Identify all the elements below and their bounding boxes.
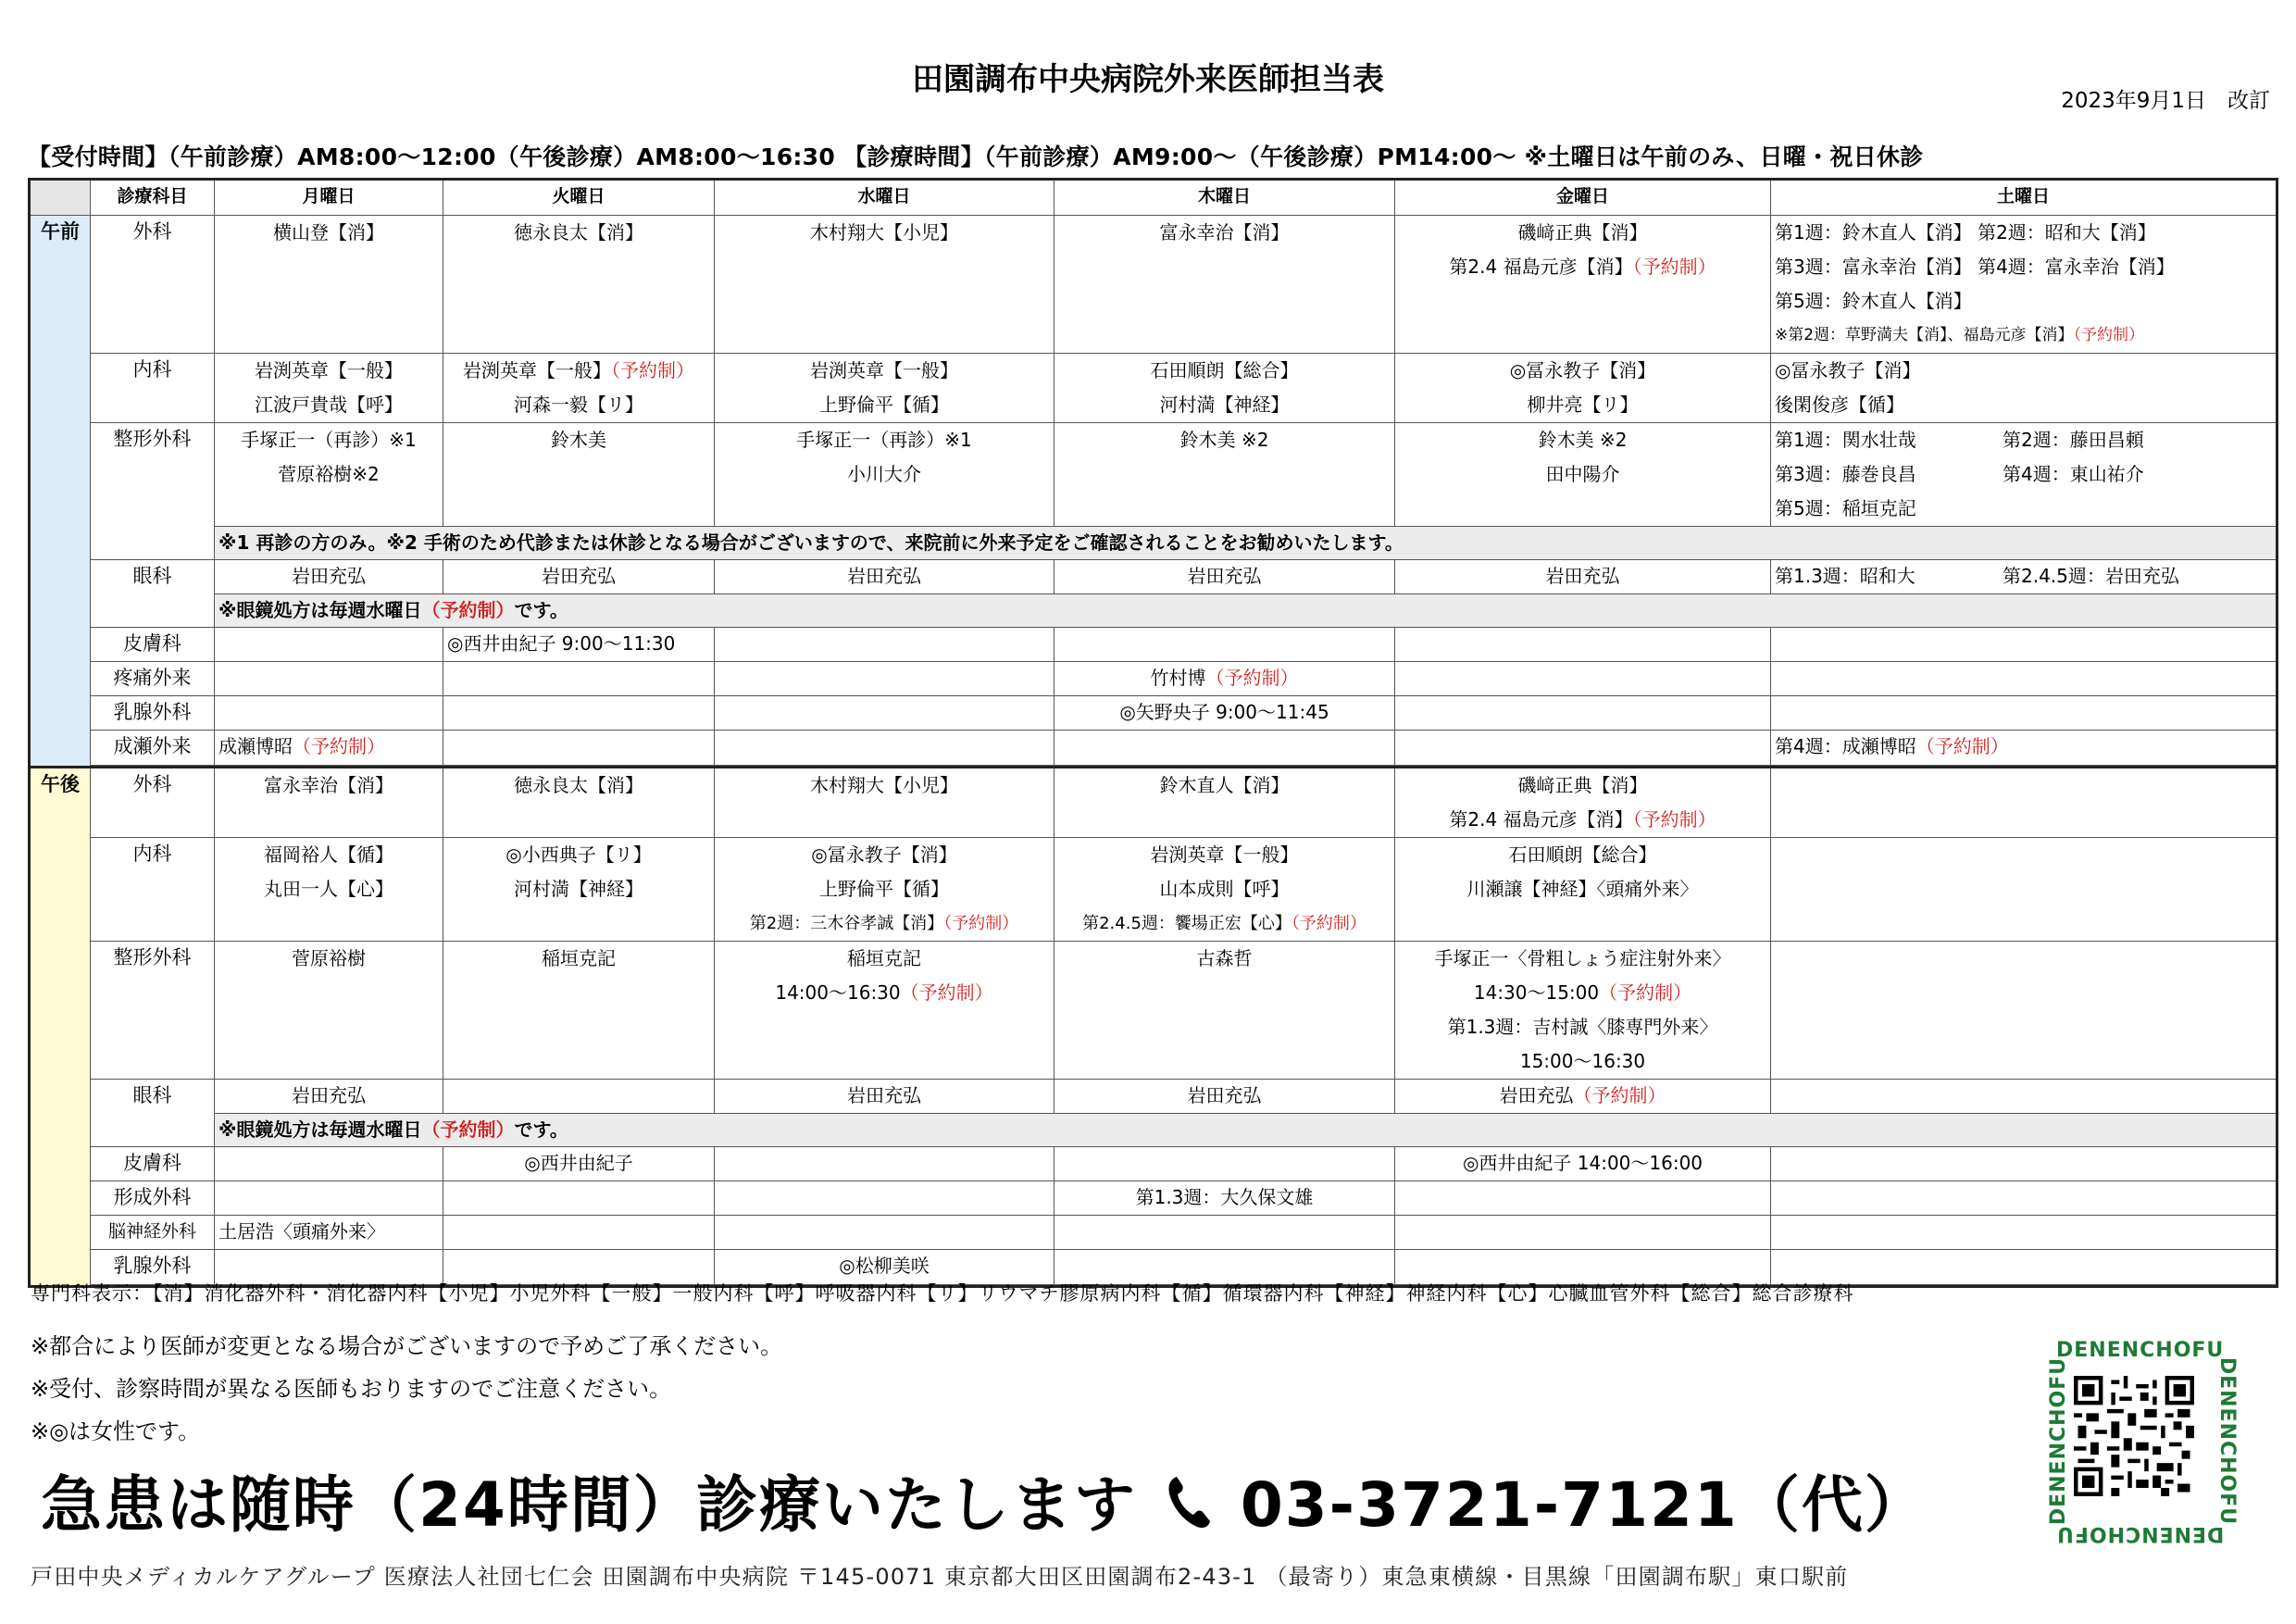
cell-tue bbox=[443, 662, 715, 696]
doctor-line bbox=[447, 354, 710, 388]
reservation-tag: （予約制） bbox=[1573, 1084, 1666, 1106]
doctor-line bbox=[718, 906, 1050, 941]
doctor: 第1週：関水壮哉 bbox=[1775, 429, 1916, 451]
dept-name: 整形外科 bbox=[91, 423, 215, 560]
cell-thu bbox=[1054, 768, 1395, 838]
reception-hours: 【受付時間】（午前診療）AM8:00～12:00（午後診療）AM8:00～16:30 【診療時間】（午前診療）AM9:00～（午後診療）PM14:00～ ※土曜日は午前のみ、日曜・祝日休診 bbox=[28, 144, 1924, 170]
dept-name: 外科 bbox=[91, 216, 215, 354]
cell-fri bbox=[1395, 628, 1771, 662]
doctor: 富永幸治【消】 bbox=[264, 774, 393, 796]
doctor: 石田順朗【総合】 bbox=[1508, 843, 1657, 866]
cell-wed bbox=[715, 838, 1054, 942]
header-thu: 木曜日 bbox=[1054, 180, 1395, 216]
doctor: 岩渕英章【一般】 bbox=[255, 359, 403, 381]
cell-tue bbox=[443, 423, 715, 527]
cell-fri bbox=[1395, 1080, 1771, 1114]
doctor-line bbox=[1775, 457, 2272, 492]
am-internal-row bbox=[30, 354, 2277, 423]
eye-note bbox=[215, 594, 2277, 628]
doctor: ◎小西典子【リ】 bbox=[505, 843, 652, 866]
specialty-legend: 専門科表示：【消】消化器外科・消化器内科【小児】小児外科【一般】一般内科【呼】呼吸器内科【リ】リウマチ膠原病内科【循】循環器内科【神経】神経内科【心】心臓血管外科【総合】総合診療科 bbox=[31, 1282, 1854, 1305]
time: 14:00～16:30 bbox=[775, 981, 901, 1004]
doctor: 上野倫平【循】 bbox=[819, 394, 949, 416]
pm-eye-row bbox=[30, 1080, 2277, 1114]
eye-note-text: です。 bbox=[514, 1118, 568, 1141]
dept-name: 内科 bbox=[91, 838, 215, 942]
cell-wed bbox=[715, 731, 1054, 766]
remark-item: ※◎は女性です。 bbox=[31, 1418, 201, 1444]
remark-item: ※受付、診察時間が異なる医師もおりますのでご注意ください。 bbox=[31, 1376, 672, 1402]
header-dept: 診療科目 bbox=[91, 180, 215, 216]
qr-code[interactable] bbox=[2074, 1376, 2194, 1496]
revision-date: 2023年9月1日 改訂 bbox=[2061, 89, 2270, 113]
doctor-line bbox=[718, 976, 1050, 1010]
doctor: 富永幸治【消】 bbox=[1159, 221, 1290, 244]
doctor: 第2.4.5週：岩田充弘 bbox=[2003, 565, 2179, 587]
cell-fri bbox=[1395, 216, 1771, 354]
doctor: 磯﨑正典【消】 bbox=[1517, 221, 1648, 244]
doctor: 古森哲 bbox=[1196, 947, 1253, 969]
cell-wed bbox=[715, 628, 1054, 662]
cell-sat bbox=[1771, 354, 2277, 423]
cell-thu bbox=[1054, 838, 1395, 942]
eye-note bbox=[215, 1114, 2277, 1147]
cell-tue: ◎西井由紀子 9:00～11:30 bbox=[443, 628, 715, 662]
cell-mon bbox=[215, 731, 443, 766]
cell-mon bbox=[215, 942, 443, 1080]
cell-sat bbox=[1771, 1216, 2277, 1250]
cell-thu: ◎矢野央子 9:00～11:45 bbox=[1054, 696, 1395, 731]
doctor-line bbox=[1775, 319, 2272, 353]
reservation-tag: （予約制） bbox=[943, 914, 1019, 933]
cell-thu bbox=[1054, 731, 1395, 766]
doctor: 丸田一人【心】 bbox=[264, 878, 393, 900]
qr-brand-right: DENENCHOFU bbox=[2215, 1356, 2240, 1526]
doctor: 木村翔大【小児】 bbox=[810, 774, 958, 796]
header-blank bbox=[30, 180, 91, 216]
doctor: 竹村博 bbox=[1150, 667, 1206, 689]
cell-mon bbox=[215, 423, 443, 527]
doctor: 柳井亮【リ】 bbox=[1527, 394, 1639, 416]
cell-mon bbox=[215, 1181, 443, 1216]
reservation-tag: （予約制） bbox=[611, 359, 694, 381]
cell-tue bbox=[443, 731, 715, 766]
eye-note-text: ※眼鏡処方は毎週水曜日 bbox=[218, 1118, 422, 1141]
cell-sat bbox=[1771, 1080, 2277, 1114]
doctor: 第2.4 福島元彦【消】 bbox=[1449, 808, 1633, 831]
cell-fri bbox=[1395, 731, 1771, 766]
doctor: ◎冨永教子【消】 bbox=[811, 843, 957, 866]
reservation-tag: （予約制） bbox=[421, 599, 515, 621]
pm-eye-note-row bbox=[30, 1114, 2277, 1147]
phone-number[interactable]: 03-3721-7121 bbox=[1240, 1469, 1739, 1541]
am-naruse-row bbox=[30, 731, 2277, 766]
cell-tue bbox=[443, 1216, 715, 1250]
doctor: 田中陽介 bbox=[1545, 463, 1620, 485]
cell-mon bbox=[215, 838, 443, 942]
cell-tue bbox=[443, 216, 715, 354]
doctor: 石田順朗【総合】 bbox=[1150, 359, 1299, 381]
cell-fri bbox=[1395, 696, 1771, 731]
dept-name: 乳腺外科 bbox=[91, 1250, 215, 1285]
cell-thu bbox=[1054, 354, 1395, 423]
qr-brand-top: DENENCHOFU bbox=[2056, 1339, 2225, 1362]
dept-name: 眼科 bbox=[91, 560, 215, 628]
cell-fri bbox=[1395, 354, 1771, 423]
doctor: 第2.4.5週：饗場正宏【心】 bbox=[1082, 914, 1292, 933]
doctor: 鈴木直人【消】 bbox=[1159, 774, 1290, 796]
cell-mon bbox=[215, 662, 443, 696]
cell-tue: ◎西井由紀子 bbox=[443, 1147, 715, 1181]
dept-name: 皮膚科 bbox=[91, 628, 215, 662]
doctor: 第4週：東山祐介 bbox=[2003, 463, 2144, 485]
cell-wed: 岩田充弘 bbox=[715, 1080, 1054, 1114]
cell-tue bbox=[443, 1181, 715, 1216]
dept-name: 外科 bbox=[91, 768, 215, 838]
cell-fri bbox=[1395, 838, 1771, 942]
pm-label: 午後 bbox=[30, 768, 91, 1287]
dept-name: 脳神経外科 bbox=[91, 1216, 215, 1250]
reservation-tag: （予約制） bbox=[293, 735, 385, 757]
cell-mon bbox=[215, 628, 443, 662]
doctor: 岩渕英章【一般】 bbox=[810, 359, 958, 381]
cell-sat bbox=[1771, 1147, 2277, 1181]
doctor: 鈴木美 ※2 bbox=[1538, 429, 1628, 451]
qr-brand-bottom: DENENCHOFU bbox=[2056, 1522, 2225, 1545]
doctor: 鈴木美 ※2 bbox=[1179, 429, 1269, 451]
reservation-tag: （予約制） bbox=[1632, 256, 1716, 278]
doctor: 徳永良太【消】 bbox=[514, 774, 643, 796]
doctor: 鈴木美 bbox=[551, 429, 606, 451]
doctor: 菅原裕樹※2 bbox=[278, 463, 380, 485]
am-breast-row bbox=[30, 696, 2277, 731]
doctor: 第1.3週：昭和大 bbox=[1775, 565, 1915, 587]
doctor: ◎冨永教子【消】 bbox=[1775, 359, 1921, 381]
am-label: 午前 bbox=[30, 216, 91, 768]
remark-item: ※都合により医師が変更となる場合がございますので予めご了承ください。 bbox=[31, 1333, 783, 1359]
cell-sat bbox=[1771, 560, 2277, 594]
page-title: 田園調布中央病院外来医師担当表 bbox=[912, 61, 1384, 98]
doctor: 河村満【神経】 bbox=[1159, 394, 1290, 416]
doctor: ◎冨永教子【消】 bbox=[1509, 359, 1656, 381]
pm-internal-row bbox=[30, 838, 2277, 942]
doctor: 第3週：富永幸治【消】 第4週：富永幸治【消】 bbox=[1775, 256, 2175, 278]
cell-tue bbox=[443, 838, 715, 942]
pm-plastic-row bbox=[30, 1181, 2277, 1216]
doctor: 第1週：鈴木直人【消】 第2週：昭和大【消】 bbox=[1775, 221, 2156, 244]
cell-thu: 岩田充弘 bbox=[1054, 1080, 1395, 1114]
cell-tue bbox=[443, 768, 715, 838]
cell-fri bbox=[1395, 942, 1771, 1080]
cell-wed bbox=[715, 942, 1054, 1080]
schedule-table bbox=[28, 178, 2278, 1288]
am-ortho-note-row bbox=[30, 527, 2277, 560]
cell-mon: 岩田充弘 bbox=[215, 1080, 443, 1114]
doctor: 手塚正一（再診）※1 bbox=[796, 429, 972, 451]
doctor: 手塚正一（再診）※1 bbox=[241, 429, 417, 451]
cell-wed bbox=[715, 1147, 1054, 1181]
qr-block bbox=[2032, 1339, 2240, 1545]
cell-sat bbox=[1771, 768, 2277, 838]
cell-wed bbox=[715, 662, 1054, 696]
am-pain-row bbox=[30, 662, 2277, 696]
pm-neuro-row bbox=[30, 1216, 2277, 1250]
reservation-tag: （予約制） bbox=[1205, 667, 1299, 689]
cell-thu bbox=[1054, 216, 1395, 354]
cell-thu bbox=[1054, 1216, 1395, 1250]
doctor: 岩田充弘 bbox=[1499, 1084, 1574, 1106]
doctor: 第2週：三木谷孝誠【消】 bbox=[749, 914, 944, 933]
pm-ortho-row bbox=[30, 942, 2277, 1080]
reservation-tag: （予約制） bbox=[1632, 808, 1716, 831]
emergency-text: 急患は随時（24時間）診療いたします bbox=[41, 1469, 1137, 1541]
eye-note-text: ※眼鏡処方は毎週水曜日 bbox=[218, 599, 422, 621]
header-tue: 火曜日 bbox=[443, 180, 715, 216]
doctor: 福岡裕人【循】 bbox=[264, 843, 393, 866]
cell-sat bbox=[1771, 628, 2277, 662]
cell-fri bbox=[1395, 1181, 1771, 1216]
dept-name: 疼痛外来 bbox=[91, 662, 215, 696]
doctor-line bbox=[1399, 976, 1766, 1010]
reservation-tag: （予約制） bbox=[1291, 914, 1366, 933]
doctor: 小川大介 bbox=[847, 463, 921, 485]
doctor-line bbox=[1399, 803, 1766, 837]
cell-wed: 岩田充弘 bbox=[715, 560, 1054, 594]
cell-mon bbox=[215, 696, 443, 731]
dept-name: 成瀬外来 bbox=[91, 731, 215, 766]
cell-thu bbox=[1054, 942, 1395, 1080]
pm-surgery-row bbox=[30, 768, 2277, 838]
header-sat: 土曜日 bbox=[1771, 180, 2277, 216]
doctor: 第5週：鈴木直人【消】 bbox=[1775, 290, 1972, 312]
am-eye-row bbox=[30, 560, 2277, 594]
cell-sat bbox=[1771, 731, 2277, 766]
doctor: 横山登【消】 bbox=[273, 221, 384, 244]
dept-name: 眼科 bbox=[91, 1080, 215, 1147]
cell-mon bbox=[215, 216, 443, 354]
dept-name: 乳腺外科 bbox=[91, 696, 215, 731]
ortho-note: ※1 再診の方のみ。※2 手術のため代診または休診となる場合がございますので、来院前に外来予定をご確認されることをお勧めいたします。 bbox=[215, 527, 2277, 560]
doctor: 稲垣克記 bbox=[847, 947, 921, 969]
cell-wed bbox=[715, 1216, 1054, 1250]
dept-name: 内科 bbox=[91, 354, 215, 423]
doctor: 川瀬譲【神経】〈頭痛外来〉 bbox=[1466, 878, 1699, 900]
doctor-line bbox=[1058, 906, 1391, 941]
cell-thu bbox=[1054, 662, 1395, 696]
doctor: 成瀬博昭 bbox=[218, 735, 293, 757]
header-fri: 金曜日 bbox=[1395, 180, 1771, 216]
cell-wed bbox=[715, 423, 1054, 527]
cell-sat bbox=[1771, 696, 2277, 731]
am-eye-note-row bbox=[30, 594, 2277, 628]
cell-sat bbox=[1771, 216, 2277, 354]
cell-mon bbox=[215, 354, 443, 423]
emergency-banner bbox=[41, 1455, 1928, 1545]
reservation-tag: （予約制） bbox=[1599, 981, 1692, 1004]
cell-wed bbox=[715, 1181, 1054, 1216]
doctor: 江波戸貴哉【呼】 bbox=[255, 394, 403, 416]
cell-wed bbox=[715, 768, 1054, 838]
doctor: 上野倫平【循】 bbox=[819, 878, 949, 900]
doctor: 徳永良太【消】 bbox=[514, 221, 643, 244]
doctor: 第3週：藤巻良昌 bbox=[1775, 463, 1916, 485]
header-mon: 月曜日 bbox=[215, 180, 443, 216]
phone-icon bbox=[1166, 1473, 1212, 1545]
doctor: 岩渕英章【一般】 bbox=[1150, 843, 1299, 866]
reservation-tag: （予約制） bbox=[1915, 735, 2009, 757]
reservation-tag: （予約制） bbox=[2073, 326, 2145, 344]
remarks bbox=[31, 1325, 782, 1453]
dept-name: 整形外科 bbox=[91, 942, 215, 1080]
header-row bbox=[30, 180, 2277, 216]
cell-mon bbox=[215, 1147, 443, 1181]
qr-brand-left: DENENCHOFU bbox=[2047, 1356, 2071, 1526]
cell-tue bbox=[443, 354, 715, 423]
doctor-line bbox=[1775, 423, 2272, 457]
reservation-tag: （予約制） bbox=[421, 1118, 515, 1141]
footer-address: 戸田中央メディカルケアグループ 医療法人社団七仁会 田園調布中央病院 〒145-0071 東京都大田区田園調布2-43-1 （最寄り）東急東横線・目黒線「田園調布駅」東口駅前 bbox=[31, 1564, 1849, 1590]
phone-suffix: （代） bbox=[1738, 1469, 1928, 1541]
doctor: 稲垣克記 bbox=[542, 947, 616, 969]
cell-sat bbox=[1771, 423, 2277, 527]
cell-sat bbox=[1771, 942, 2277, 1080]
eye-note-text: です。 bbox=[514, 599, 568, 621]
doctor: 岩渕英章【一般】 bbox=[463, 359, 611, 381]
cell-fri: ◎西井由紀子 14:00～16:00 bbox=[1395, 1147, 1771, 1181]
reservation-tag: （予約制） bbox=[900, 981, 993, 1004]
doctor: 第4週：成瀬博昭 bbox=[1775, 735, 1916, 757]
cell-thu: 第1.3週：大久保文雄 bbox=[1054, 1181, 1395, 1216]
am-surgery-row bbox=[30, 216, 2277, 354]
cell-fri bbox=[1395, 768, 1771, 838]
cell-tue: 岩田充弘 bbox=[443, 560, 715, 594]
header-wed: 水曜日 bbox=[715, 180, 1054, 216]
cell-tue bbox=[443, 942, 715, 1080]
doctor: 磯﨑正典【消】 bbox=[1517, 774, 1648, 796]
doctor: 第1.3週：吉村誠〈膝専門外来〉 bbox=[1447, 1016, 1718, 1038]
cell-wed bbox=[715, 354, 1054, 423]
cell-wed bbox=[715, 696, 1054, 731]
cell-fri: 岩田充弘 bbox=[1395, 560, 1771, 594]
cell-tue bbox=[443, 696, 715, 731]
dept-name: 皮膚科 bbox=[91, 1147, 215, 1181]
cell-fri bbox=[1395, 423, 1771, 527]
am-derm-row bbox=[30, 628, 2277, 662]
cell-fri bbox=[1395, 1216, 1771, 1250]
cell-sat bbox=[1771, 1181, 2277, 1216]
doctor: 第2週：藤田昌頼 bbox=[2003, 429, 2144, 451]
doctor: 第2.4 福島元彦【消】 bbox=[1449, 256, 1633, 278]
doctor: 菅原裕樹 bbox=[292, 947, 366, 969]
cell-thu bbox=[1054, 628, 1395, 662]
cell-mon: 土居浩〈頭痛外来〉 bbox=[215, 1216, 443, 1250]
cell-wed bbox=[715, 216, 1054, 354]
cell-thu bbox=[1054, 1147, 1395, 1181]
doctor: 河村満【神経】 bbox=[514, 878, 643, 900]
doctor: 後閑俊彦【循】 bbox=[1775, 394, 1904, 416]
doctor: 手塚正一〈骨粗しょう症注射外来〉 bbox=[1434, 947, 1731, 969]
cell-thu bbox=[1054, 423, 1395, 527]
cell-sat bbox=[1771, 838, 2277, 942]
cell-sat bbox=[1771, 662, 2277, 696]
dept-name: 形成外科 bbox=[91, 1181, 215, 1216]
pm-derm-row bbox=[30, 1147, 2277, 1181]
am-ortho-row bbox=[30, 423, 2277, 527]
time: 14:30～15:00 bbox=[1473, 981, 1600, 1004]
cell-mon bbox=[215, 768, 443, 838]
cell-fri bbox=[1395, 662, 1771, 696]
cell-tue bbox=[443, 1080, 715, 1114]
doctor: ※第2週：草野満夫【消】、福島元彦【消】 bbox=[1775, 326, 2074, 344]
cell-wed: ◎松柳美咲 bbox=[715, 1250, 1054, 1285]
cell-mon: 岩田充弘 bbox=[215, 560, 443, 594]
doctor: 木村翔大【小児】 bbox=[810, 221, 958, 244]
doctor: 第5週：稲垣克記 bbox=[1775, 497, 1916, 519]
doctor-line bbox=[1399, 250, 1766, 284]
time: 15:00～16:30 bbox=[1519, 1050, 1646, 1072]
cell-thu: 岩田充弘 bbox=[1054, 560, 1395, 594]
doctor: 河森一毅【リ】 bbox=[514, 394, 643, 416]
doctor: 山本成則【呼】 bbox=[1159, 878, 1290, 900]
